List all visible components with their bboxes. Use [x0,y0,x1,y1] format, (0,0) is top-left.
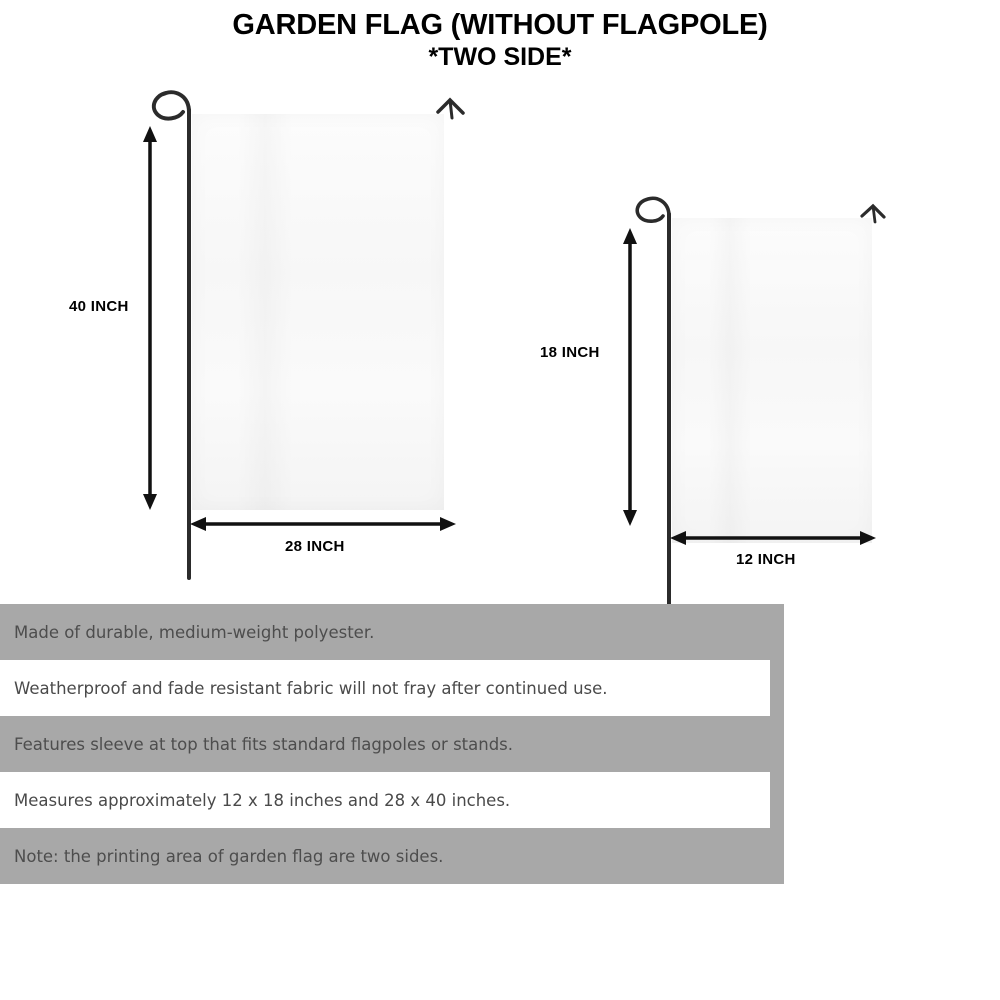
title-line-secondary: *TWO SIDE* [428,43,572,71]
small-flag-pole [667,212,671,612]
title-line-primary: GARDEN FLAG (WITHOUT FLAGPOLE) [232,9,768,41]
large-flag-width-label: 28 INCH [285,538,345,555]
large-flag-hook-icon [154,92,189,118]
small-flag-width-label: 12 INCH [736,551,796,568]
feature-list [0,604,784,884]
list-item-text: Made of durable, medium-weight polyester. [14,622,375,642]
small-flag-hook-icon [637,198,669,221]
large-flag-fabric [192,114,444,510]
list-item-text: Measures approximately 12 x 18 inches and 28 x 40 inches. [14,790,511,810]
list-item-text: Note: the printing area of garden flag are two sides. [14,846,444,866]
list-item-text: Weatherproof and fade resistant fabric will not fray after continued use. [14,678,608,698]
list-item [0,604,784,660]
small-flag-corner-bend-icon [862,206,884,217]
large-flag-pole [187,108,191,580]
list-item [0,828,784,884]
list-item [0,660,770,716]
list-item [0,772,770,828]
small-flag-fabric [672,218,872,543]
page-title [0,8,1000,72]
small-flag-height-label: 18 INCH [540,344,600,361]
large-flag-corner-bend-icon [438,100,463,113]
large-flag-height-label: 40 INCH [69,298,129,315]
list-item-text: Features sleeve at top that fits standard flagpoles or stands. [14,734,514,754]
list-item [0,716,784,772]
